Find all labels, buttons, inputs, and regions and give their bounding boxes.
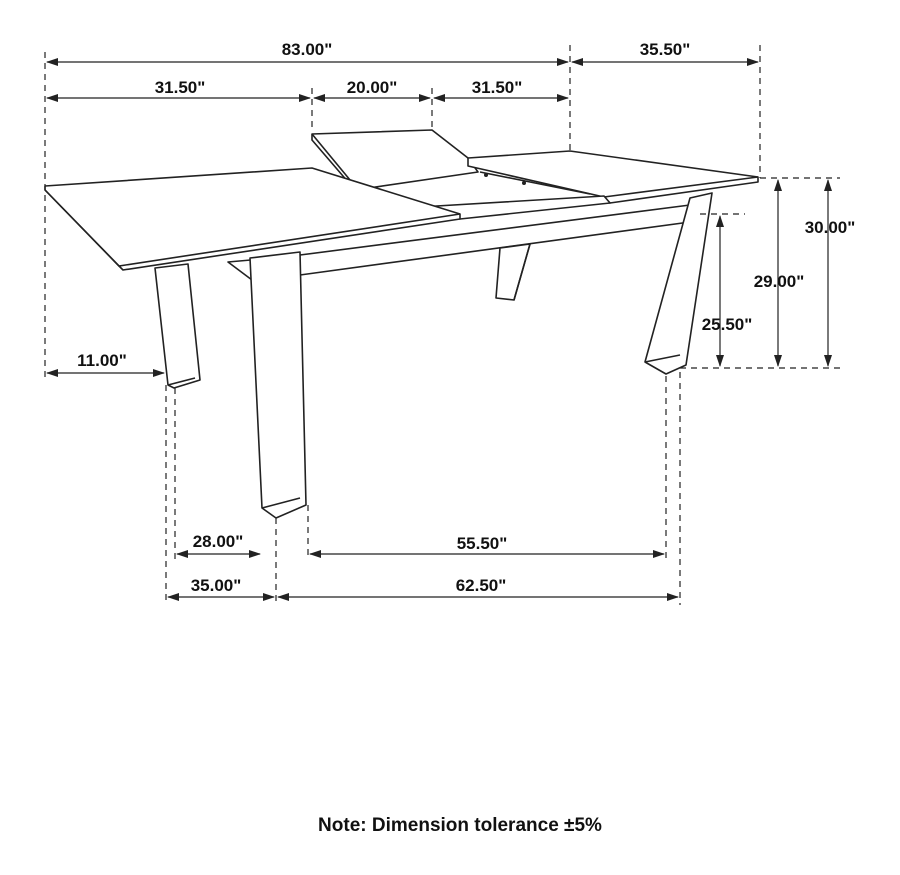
tolerance-note: Note: Dimension tolerance ±5% <box>318 815 602 836</box>
table-leg-front-right <box>645 193 712 374</box>
label-leg-overhang: 11.00" <box>77 351 127 370</box>
label-outer-leg-span: 62.50" <box>455 576 507 595</box>
label-inner-leg-width: 28.00" <box>192 532 244 551</box>
table-leg-front-left <box>155 264 200 388</box>
label-outer-leg-width: 35.00" <box>190 576 242 595</box>
label-overall-height: 30.00" <box>804 218 856 237</box>
table-drawing <box>45 130 758 518</box>
label-leaf-left: 31.50" <box>154 78 206 97</box>
label-inner-leg-span: 55.50" <box>456 534 508 553</box>
label-leaf-right: 31.50" <box>471 78 523 97</box>
table-leg-front-center <box>250 252 306 518</box>
label-apron-height: 29.00" <box>753 272 805 291</box>
label-depth: 35.50" <box>639 40 691 59</box>
label-leaf-center: 20.00" <box>346 78 398 97</box>
table-leg-back-right <box>496 244 530 300</box>
label-knee-clearance: 25.50" <box>701 315 753 334</box>
label-overall-length: 83.00" <box>281 40 333 59</box>
